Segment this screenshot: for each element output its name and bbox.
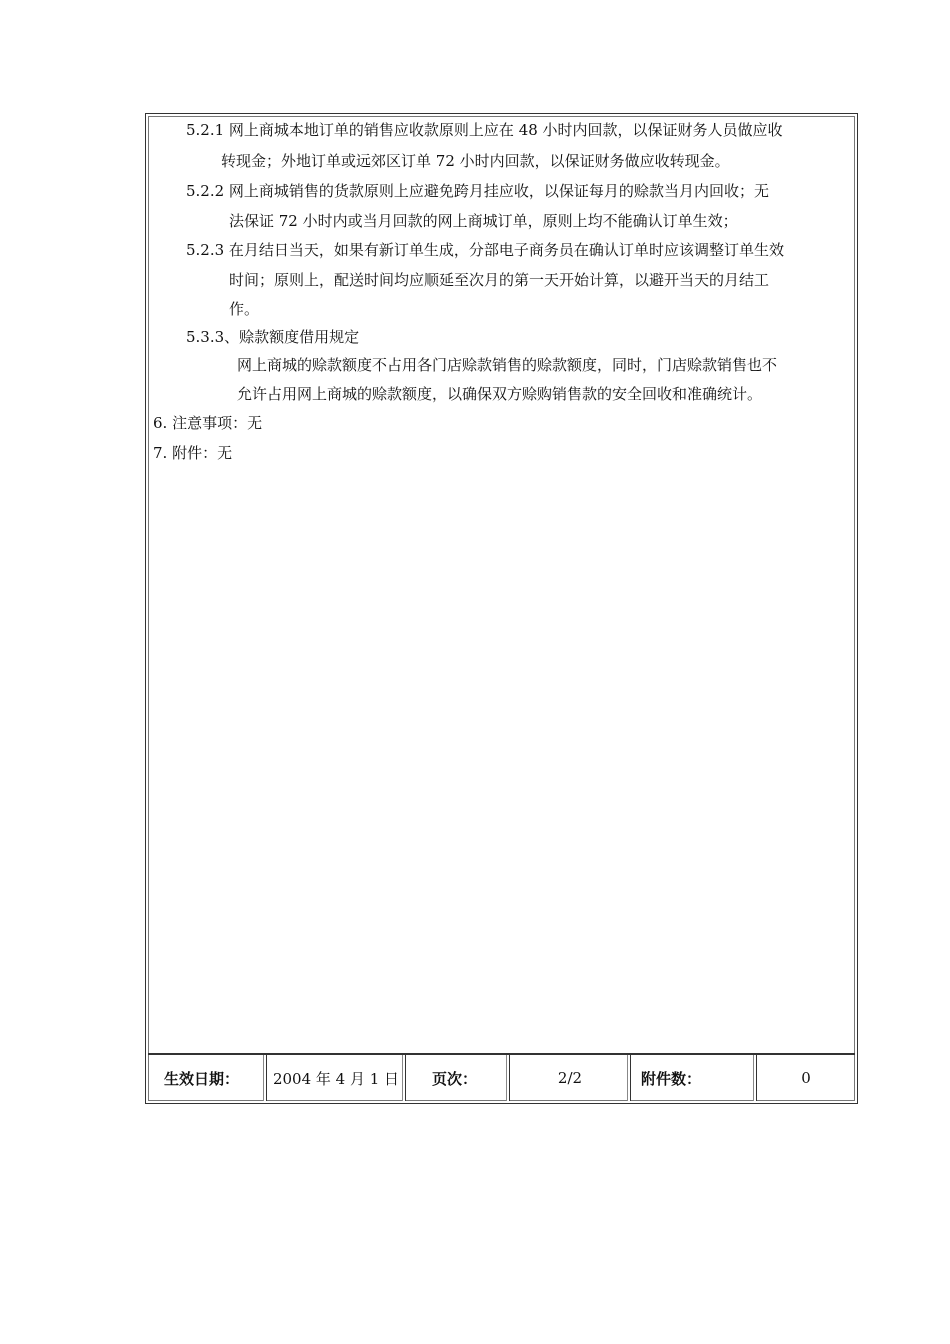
page-value: 2/2 (510, 1055, 631, 1101)
clause-5-3-3-heading: 5.3.3、赊款额度借用规定 (186, 328, 360, 346)
clause-5-2-3-line-3: 作。 (229, 300, 260, 318)
clause-5-3-3-line-1: 网上商城的赊款额度不占用各门店赊款销售的赊款额度，同时，门店赊款销售也不 (237, 356, 778, 374)
attachments-value: 0 (801, 1069, 811, 1087)
document-frame-inner (148, 116, 855, 1101)
section-7-attachments: 7. 附件：无 (153, 444, 233, 462)
clause-5-2-3-line-2: 时间；原则上，配送时间均应顺延至次月的第一天开始计算，以避开当天的月结工 (229, 271, 770, 289)
footer-table (148, 1053, 855, 1101)
effective-date-value: 2004 年 4 月 1 日 (267, 1055, 406, 1101)
clause-5-3-3-line-2: 允许占用网上商城的赊款额度，以确保双方赊购销售款的安全回收和准确统计。 (237, 385, 763, 403)
clause-5-2-3-line-1: 5.2.3 在月结日当天，如果有新订单生成，分部电子商务员在确认订单时应该调整订单生效 (186, 241, 784, 259)
effective-date-label: 生效日期： (148, 1055, 267, 1101)
clause-5-2-2-line-2: 法保证 72 小时内或当月回款的网上商城订单，原则上均不能确认订单生效； (229, 212, 738, 230)
clause-5-2-2-line-1: 5.2.2 网上商城销售的货款原则上应避免跨月挂应收，以保证每月的赊款当月内回收；无 (186, 182, 769, 200)
page-label: 页次： (406, 1055, 510, 1101)
section-6-notes: 6. 注意事项：无 (153, 414, 263, 432)
attachments-label: 附件数： (631, 1055, 757, 1101)
clause-5-2-1-line-1: 5.2.1 网上商城本地订单的销售应收款原则上应在 48 小时内回款，以保证财务人员做应收 (186, 121, 783, 139)
clause-5-2-1-line-2: 转现金；外地订单或远郊区订单 72 小时内回款，以保证财务做应收转现金。 (221, 152, 730, 170)
